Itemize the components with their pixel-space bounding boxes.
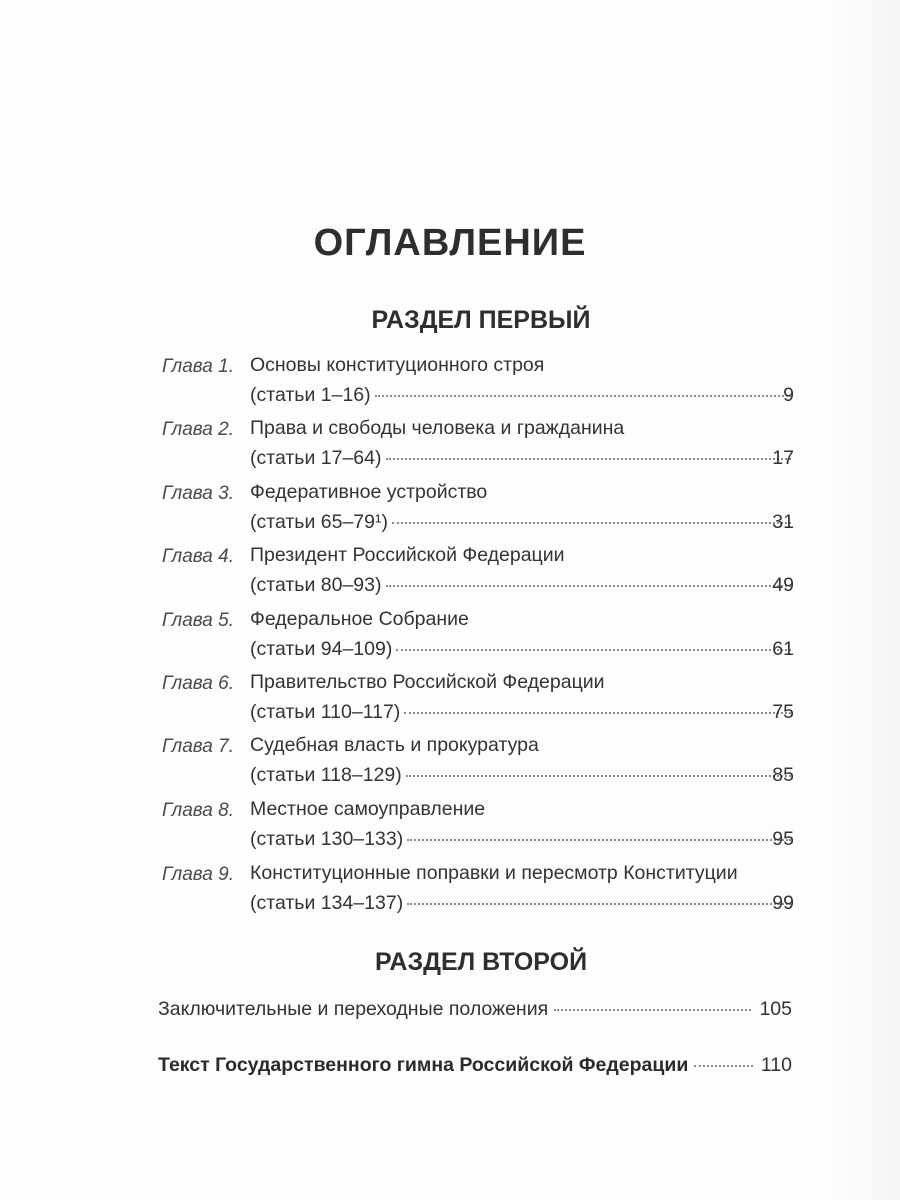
chapter-number: Глава 3.	[162, 483, 234, 504]
chapter-articles-line	[250, 892, 797, 915]
chapter-articles: (статьи 110–117)	[250, 701, 401, 723]
chapter-articles: (статьи 118–129)	[250, 764, 402, 786]
page-number: 110	[760, 1054, 792, 1076]
chapter-articles: (статьи 94–109)	[250, 638, 393, 660]
chapter-number: Глава 1.	[162, 356, 234, 377]
toc-entry-chapter-2[interactable]	[0, 413, 900, 477]
page-number: 31	[772, 511, 794, 533]
chapter-articles: (статьи 17–64)	[250, 447, 382, 469]
leader-dots	[694, 1065, 753, 1067]
chapter-number: Глава 2.	[162, 419, 234, 440]
leader-dots	[392, 522, 791, 524]
toc-entry-chapter-7[interactable]	[0, 730, 900, 794]
page-number: 95	[772, 828, 794, 850]
leader-dots	[386, 585, 792, 587]
page-number: 75	[772, 701, 794, 723]
page-number: 105	[759, 998, 792, 1020]
toc-entry-chapter-8[interactable]	[0, 794, 900, 858]
chapter-number: Глава 6.	[162, 673, 234, 694]
chapter-articles-line	[250, 574, 797, 597]
chapter-articles-line	[250, 701, 797, 724]
chapter-title: Конституционные поправки и пересмотр Конституции	[250, 862, 738, 884]
entry-title: Текст Государственного гимна Российской Федерации	[158, 1054, 689, 1076]
chapter-articles-line	[250, 638, 797, 661]
toc-entry-chapter-6[interactable]	[0, 667, 900, 731]
toc-entry-chapter-9[interactable]	[0, 858, 900, 922]
leader-dots	[386, 458, 792, 460]
page-number: 85	[772, 764, 794, 786]
chapter-title: Основы конституционного строя	[250, 354, 545, 376]
chapter-articles-line	[250, 764, 797, 787]
leader-dots	[406, 775, 791, 777]
page-number: 17	[772, 447, 794, 469]
chapter-number: Глава 5.	[162, 610, 234, 631]
toc-entry-final-provisions[interactable]	[158, 998, 792, 1021]
leader-dots	[554, 1009, 751, 1011]
chapter-number: Глава 7.	[162, 736, 234, 757]
page-number: 99	[772, 892, 794, 914]
leader-dots	[407, 839, 791, 841]
page-number: 61	[772, 638, 794, 660]
leader-dots	[404, 712, 791, 714]
chapter-title: Права и свободы человека и гражданина	[250, 417, 625, 439]
page-number: 9	[783, 384, 794, 406]
chapter-articles-line	[250, 447, 797, 470]
toc-entry-chapter-5[interactable]	[0, 604, 900, 668]
chapter-title: Местное самоуправление	[250, 798, 486, 820]
section-heading-first: РАЗДЕЛ ПЕРВЫЙ	[371, 306, 591, 334]
toc-entry-anthem[interactable]	[158, 1054, 792, 1077]
section-heading-second: РАЗДЕЛ ВТОРОЙ	[374, 948, 588, 976]
chapter-title: Президент Российской Федерации	[250, 544, 565, 566]
entry-title: Заключительные и переходные положения	[158, 998, 549, 1020]
leader-dots	[396, 649, 791, 651]
chapter-number: Глава 4.	[162, 546, 234, 567]
chapter-number: Глава 8.	[162, 800, 234, 821]
chapter-title: Федеративное устройство	[250, 481, 488, 503]
chapter-articles: (статьи 1–16)	[250, 384, 371, 406]
chapter-articles-line	[250, 511, 797, 534]
chapter-title: Судебная власть и прокуратура	[250, 734, 539, 756]
chapter-articles: (статьи 134–137)	[250, 892, 404, 914]
chapter-articles-line	[250, 828, 797, 851]
page-title: ОГЛАВЛЕНИЕ	[313, 222, 587, 264]
chapter-title: Федеральное Собрание	[250, 608, 469, 630]
toc-entry-chapter-4[interactable]	[0, 540, 900, 604]
chapter-articles-line	[250, 384, 797, 407]
leader-dots	[375, 395, 791, 397]
page-number: 49	[772, 574, 794, 596]
toc-entry-chapter-1[interactable]	[0, 350, 900, 414]
leader-dots	[407, 903, 791, 905]
chapter-articles: (статьи 130–133)	[250, 828, 404, 850]
toc-entry-chapter-3[interactable]	[0, 477, 900, 541]
chapter-articles: (статьи 65–79¹)	[250, 511, 388, 533]
chapter-number: Глава 9.	[162, 864, 234, 885]
chapter-articles: (статьи 80–93)	[250, 574, 382, 596]
chapter-title: Правительство Российской Федерации	[250, 671, 605, 693]
